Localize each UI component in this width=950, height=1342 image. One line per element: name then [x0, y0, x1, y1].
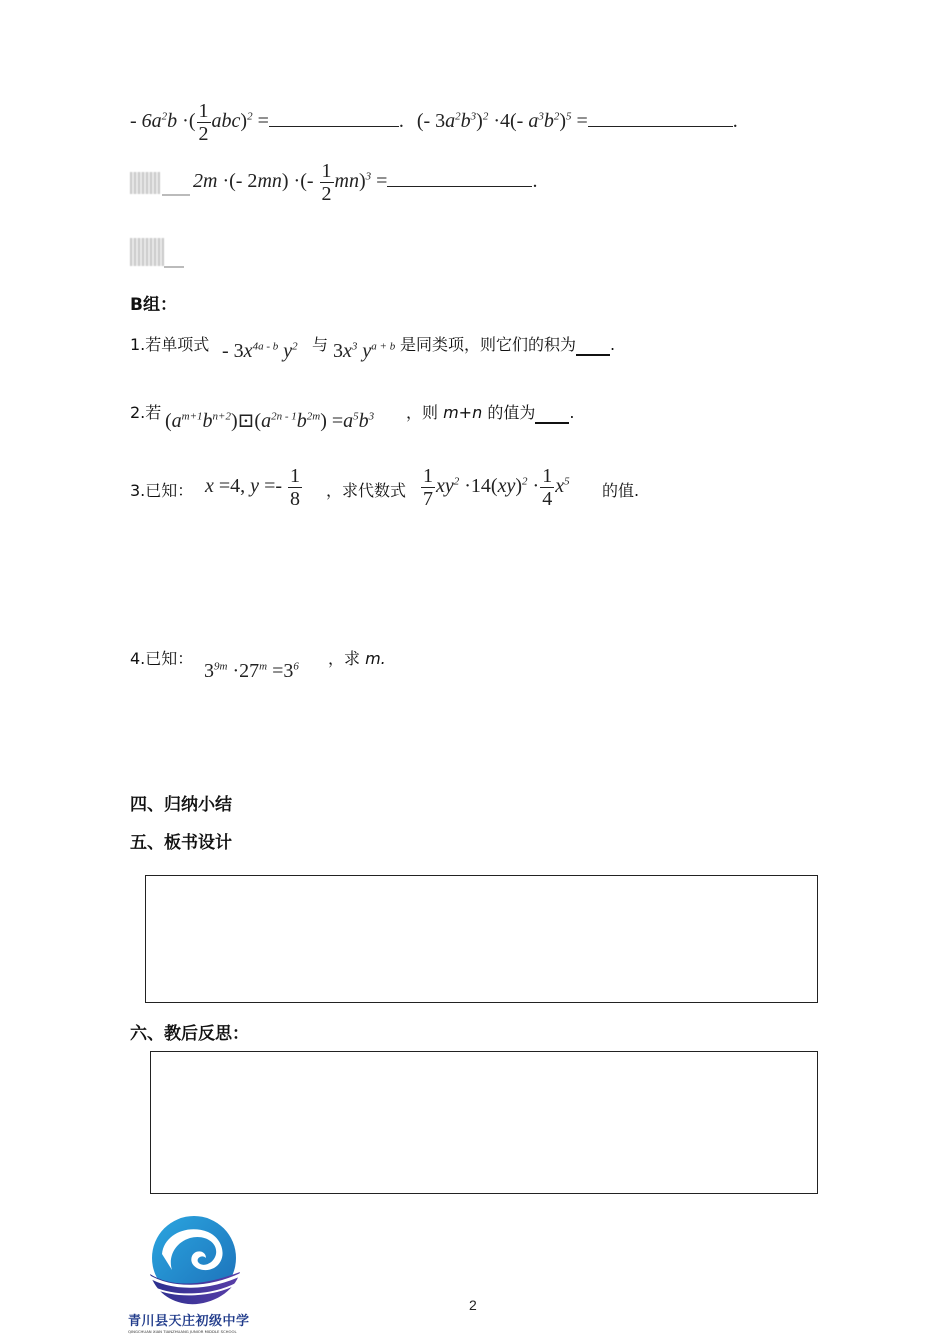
- problem-3-prefix: 3.已知：: [130, 481, 194, 500]
- problem-1-suffix-text: 是同类项，则它们的积为: [400, 335, 577, 354]
- board-design-box[interactable]: [145, 875, 818, 1003]
- school-logo: [128, 1214, 263, 1334]
- obscured-underline: [164, 266, 184, 268]
- problem-1-mid: 与: [312, 335, 329, 354]
- problem-3-expression: $\frac{1}{7}$ $xy^2 \cdot 14(xy)^2$ · $\frac{1}{4}$ $x^5$: [423, 465, 570, 510]
- problem-4-prefix: 4.已知：: [130, 649, 194, 668]
- problem-4-var: m.: [365, 649, 386, 668]
- problem-4-suffix-text: ，求: [328, 649, 366, 668]
- problem-2-equation: $(a^{m+1}b^{n+2})⊡(a^{2n - 1}b^{2m}) =a^5b^3$: [165, 410, 375, 432]
- obscured-text: [130, 238, 164, 266]
- reflection-box[interactable]: [150, 1051, 818, 1194]
- expression-row-1: - $6a^2b$ ·( $\frac{1}{2}$ abc)$^2$ = . (- $3a^2b^3)^2 \cdot 4(-$ $a^3b^2)^5$ = .: [130, 100, 738, 145]
- problem-1: [130, 332, 209, 355]
- obscured-underline: [162, 194, 190, 196]
- problem-1-monomial-b: $3x^3$ $y^{a + b}$: [333, 340, 396, 362]
- problem-2-end: 的值为: [482, 403, 536, 422]
- page-number: 2: [469, 1297, 477, 1313]
- problem-4-suffix: [328, 646, 386, 669]
- problem-4-equation: $3^{9m} \cdot 27^m =3^6$: [204, 660, 299, 682]
- section-b-label: B组：: [130, 295, 177, 315]
- problem-3-mid: ，求代数式: [326, 481, 407, 500]
- problem-1-suffix: 是同类项，则它们的积为 .: [400, 335, 616, 354]
- heading-summary: 四、归纳小结: [130, 795, 232, 815]
- heading-reflection: 六、教后反思：: [130, 1024, 249, 1044]
- school-logo-icon: [128, 1214, 263, 1309]
- expression-row-2: 2m ·(- 2mn) ·(- $\frac{1}{2}$ mn)$^3$ = .: [193, 160, 538, 205]
- problem-1-monomial-a: - $3x^{4a - b}$ $y^2$: [222, 340, 298, 362]
- problem-2-var: m+n: [443, 403, 483, 422]
- answer-blank: [535, 403, 569, 424]
- problem-2-prefix: 2.若: [130, 403, 162, 422]
- problem-3-given: x =4, y =- $\frac{1}{8}$: [205, 465, 301, 510]
- problem-1-prefix: 1.若单项式: [130, 335, 210, 354]
- problem-2-suffix-text: ，则: [406, 403, 444, 422]
- answer-blank: [576, 335, 610, 356]
- problem-3-suffix: 的值.: [602, 481, 640, 500]
- obscured-text: [130, 172, 160, 194]
- heading-board-design: 五、板书设计: [130, 833, 232, 853]
- school-name: 青川县天庄初级中学: [128, 1314, 250, 1329]
- school-name-en: QINGCHUAN XIAN TIANZHUANG JUNIOR MIDDLE SCHOOL: [128, 1329, 237, 1334]
- problem-2-suffix: ，则 m+n 的值为 .: [406, 403, 575, 422]
